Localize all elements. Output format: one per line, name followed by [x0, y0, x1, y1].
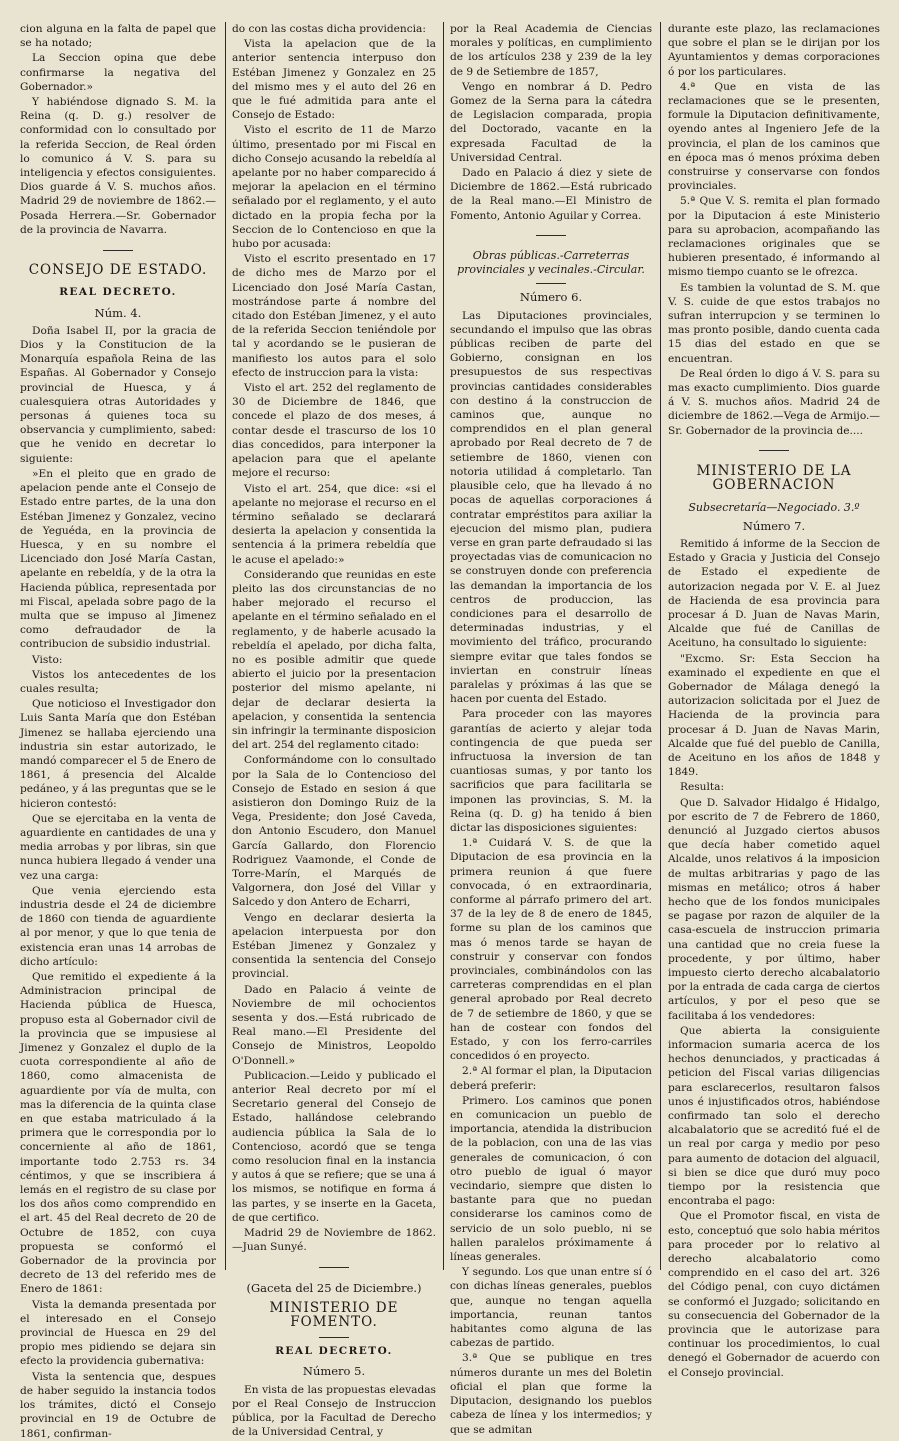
- paragraph: Que abierta la consiguiente informacion sumaria acerca de los hechos denunciados, y practicadas á peticion del Fiscal varias diligencias para esclarecerlos, resultaron falsos unos é injustificados otros, habiéndose confirmado tan solo el derecho alcabalatorio que se acreditó fué el de un real por carga y medio por peso para aumento de dotacion del alguacil, si bien se dice que duró muy poco tiempo por la resistencia que encontraba el pago:: [668, 1024, 880, 1208]
- paragraph: 4.ª Que en vista de las reclamaciones que se le presenten, formule la Diputacion definitivamente, oyendo antes al Ingeniero Jefe de la provincia, el plan de los caminos que en época mas ó menos próxima deben construirse y conservarse con fondos provinciales.: [668, 80, 880, 193]
- paragraph: Vengo en declarar desierta la apelacion interpuesta por don Estéban Jimenez y Gonzalez y consentida la sentencia del Consejo provincial.: [232, 911, 436, 981]
- paragraph: En vista de las propuestas elevadas por el Real Consejo de Instruccion pública, por la Facultad de Derecho de la Universidad Central, y: [232, 1383, 436, 1439]
- paragraph: Vista la sentencia que, despues de haber seguido la instancia todos los trámites, dictó el Consejo provincial en 19 de Octubre de 1861, confirman-: [20, 1370, 216, 1440]
- paragraph: Y segundo. Los que unan entre sí ó con dichas líneas generales, pueblos que, aunque no tengan aquella importancia, reunan tantos habitantes como alguna de las cabezas de partido.: [450, 1266, 652, 1350]
- gaceta-note: (Gaceta del 25 de Diciembre.): [246, 1280, 422, 1295]
- paragraph: Visto el art. 252 del reglamento de 30 de Diciembre de 1846, que concede el plazo de dos meses, á contar desde el trascurso de los 10 dias concedidos, para interponer la apelacion para que el apelante mejore el recurso:: [232, 382, 436, 480]
- column-rule: [660, 22, 661, 1270]
- column-3: [450, 22, 652, 1436]
- short-rule: [536, 283, 566, 284]
- paragraph: Dado en Palacio á diez y siete de Diciembre de 1862.—Está rubricado de la Real mano.—El Ministro de Fomento, Antonio Aguilar y Correa.: [450, 167, 652, 222]
- paragraph: "Excmo. Sr: Esta Seccion ha examinado el expediente en que el Gobernador de Málaga denegó la autorizacion solicitada por el Juez de Hacienda de la provincia para procesar á D. Juan de Navas Marin, Alcalde que fué del pueblo de Canilla, de Aceituno en los años de 1848 y 1849.: [668, 652, 880, 779]
- column-rule: [443, 22, 444, 1270]
- paragraph: 2.ª Al formar el plan, la Diputacion deberá preferir:: [450, 1065, 652, 1092]
- circular-number: Número 6.: [519, 290, 583, 305]
- paragraph: Madrid 29 de Noviembre de 1862.—Juan Sunyé.: [232, 1227, 436, 1254]
- order-number: Número 7.: [742, 518, 806, 533]
- paragraph: La Seccion opina que debe confirmarse la negativa del Gobernador.»: [20, 52, 216, 93]
- paragraph: De Real órden lo digo á V. S. para su mas exacto cumplimiento. Dios guarde á V. S. muchos años. Madrid 24 de diciembre de 1862.—Vega de Armijo.—Sr. Gobernador de la provincia de....: [668, 367, 880, 437]
- paragraph: Remitido á informe de la Seccion de Estado y Gracia y Justicia del Consejo de Estado el expediente de autorizacion negada por V. E. al Juez de Hacienda de esa provincia para procesar á D. Juan de Navas Marin, Alcalde que fué de Canillas de Aceituno, ha consultado lo siguiente:: [668, 537, 880, 650]
- ornament-separator: [450, 229, 652, 243]
- decree-number: Número 5.: [302, 1364, 366, 1379]
- paragraph: Vengo en nombrar á D. Pedro Gomez de la Serna para la cátedra de Legislacion comparada, propia del Doctorado, vacante en la expresada Facultad de la Universidad Central.: [450, 80, 652, 164]
- paragraph: Visto el escrito presentado en 17 de dicho mes de Marzo por el Licenciado don José María Castan, mostrándose parte á nombre del citado don Estéban Jimenez, y el auto de la referida Seccion teniéndole por tal y acordando se le pusieran de manifiesto los autos para el solo efecto de instruccion para la vista:: [232, 253, 436, 379]
- paragraph: Vistos los antecedentes de los cuales resulta;: [20, 668, 216, 695]
- column-2: [232, 22, 436, 1439]
- paragraph: Que noticioso el Investigador don Luis Santa María que don Estéban Jimenez se hallaba ejerciendo una industria sin estar autorizado, le mandó comparecer el 5 de Enero de 1861, á presencia del Alcalde pedáneo, y á las preguntas que se le hicieron contestó:: [20, 698, 216, 810]
- section-subtitle: REAL DECRETO.: [59, 286, 177, 299]
- decree-number: Núm. 4.: [94, 305, 142, 320]
- paragraph: Y habiéndose dignado S. M. la Reina (q. D. g.) resolver de conformidad con lo consultado por la referida Seccion, de Real órden lo comunico á V. S. para su inteligencia y efectos consiguientes. Dios guarde á V. S. muchos años. Madrid 29 de noviembre de 1862.—Posada Herrera.—Sr. Gobernador de la provincia de Navarra.: [20, 96, 216, 236]
- column-4: [668, 22, 880, 1379]
- paragraph: Que venia ejerciendo esta industria desde el 24 de diciembre de 1860 con tienda de aguardiente al por menor, y que lo que tenia de existencia eran unas 14 arrobas de dicho artículo:: [20, 884, 216, 968]
- paragraph: do con las costas dicha providencia:: [232, 23, 426, 35]
- paragraph: Que el Promotor fiscal, en vista de esto, conceptuó que solo habia méritos para proceder por lo relativo al derecho alcabalatorio como comprendido en el caso del art. 326 del Código penal, con cuyo dictámen se conformó el Juzgado; solicitando en su consecuencia del Gobernador de la provincia que le autorizase para continuar los procedimientos, lo cual denegó el Gobernador de acuerdo con el Consejo provincial.: [668, 1210, 880, 1379]
- paragraph: Vista la apelacion que de la anterior sentencia interpuso don Estéban Jimenez y Gonzalez en 25 del mismo mes y el auto del 26 en que le fué admitida para ante el Consejo de Estado:: [232, 38, 436, 122]
- paragraph: »En el pleito que en grado de apelacion pende ante el Consejo de Estado entre partes, de la una don Estéban Jimenez y Gonzalez, vecino de Yeguéda, en la provincia de Huesca, y en su nombre el Licenciado don José María Castan, apelante en rebeldía, y de la otra la Hacienda pública, representada por mi Fiscal, apelada sobre pago de la multa que se impuso al Jimenez como defraudador de la contribucion de subsidio industrial.: [20, 467, 216, 651]
- short-rule: [319, 1337, 349, 1338]
- column-1: [20, 22, 216, 1440]
- paragraph: Publicacion.—Leido y publicado el anterior Real decreto por mí el Secretario general del Consejo de Estado, hallándose celebrando audiencia pública la Sala de lo Contencioso, acordó que se tenga como resolucion final en la instancia y autos á que se refiere; que se una á los mismos, se notifique en forma á las partes, y se inserte en la Gaceta, de que certifico.: [232, 1069, 436, 1224]
- paragraph: 3.ª Que se publique en tres números durante un mes del Boletin oficial el plan que forme la Diputacion, designando los pueblos cabeza de línea y los intermedios; y que se admitan: [450, 1352, 652, 1436]
- section-title: CONSEJO DE ESTADO.: [28, 262, 208, 279]
- paragraph: Primero. Los caminos que ponen en comunicacion un pueblo de importancia, atendida la distribucion de la poblacion, con una de las vias generales de comunicacion, ó con otro pueblo de igual ó mayor vecindario, siempre que disten lo bastante para que no puedan considerarse los caminos como de servicio de un solo pueblo, ni se hallen paralelos próximamente á líneas generales.: [450, 1094, 652, 1264]
- paragraph: Considerando que reunidas en este pleito las dos circunstancias de no haber mejorado el recurso el apelante en el término señalado en el reglamento, y de haberle acusado la rebeldía el apelado, por dicha falta, no es posible admitir que quede abierto el juicio por la presentacion posterior del mismo apelante, ni dejar de declarar desierta la apelacion, y consentida la sentencia sin infringir la terminante disposicion del art. 254 del reglamento citado:: [232, 568, 436, 752]
- paragraph: Visto el art. 254, que dice: «si el apelante no mejorase el recurso en el término señalado se declarará desierta la apelacion y consentida la sentencia á la primera rebeldía que le acuse el apelado:»: [232, 482, 436, 566]
- ornament-separator: [668, 444, 880, 458]
- paragraph: Es tambien la voluntad de S. M. que V. S. cuide de que estos trabajos no sufran interrupcion y se terminen lo mas pronto posible, dando cuenta cada 15 dias del estado en que se encuentran.: [668, 281, 880, 365]
- section-subtitle: REAL DECRETO.: [275, 1345, 393, 1358]
- paragraph: Las Diputaciones provinciales, secundando el impulso que las obras públicas reciben de parte del Gobierno, consignan en los presupuestos de sus respectivas provincias cantidades considerables con destino á la construccion de caminos que, aunque no comprendidos en el plan general aprobado por Real decreto de 7 de setiembre de 1860, vienen con notoria utilidad á completarlo. Tan plausible celo, que ha llevado á no pocas de aquellas corporaciones á contratar empréstitos para axiliar la ejecucion del mismo plan, pudiera verse en gran parte defraudado si las proyectadas vias de comunicacion no se construyen donde con preferencia las demandan la importancia de los centros de produccion, las condiciones para el desarrollo de determinadas industrias, y el movimiento del tráfico, procurando siempre evitar que tales fondos se inviertan en construir líneas paralelas y próximas á las que se hacen por cuenta del Estado.: [450, 309, 652, 706]
- paragraph: Vista la demanda presentada por el interesado en el Consejo provincial de Huesca en 29 del propio mes pidiendo se dejara sin efecto la providencia gubernativa:: [20, 1298, 216, 1368]
- paragraph: Que remitido el expediente á la Administracion principal de Hacienda pública de Huesca, propuso esta al Gobernador civil de la provincia que se impusiese al Jimenez y Gonzalez el duplo de la cuota correspondiente al año de 1860, como almacenista de aguardiente por vía de multa, con mas la diferencia de la quinta clase en que estaba matriculado á la primera que le correspondia por lo concerniente al año de 1861, importante todo 2.753 rs. 34 céntimos, y que se inscribiera á lemás en el registro de su clase por los dos años como comprendido en el art. 45 del Real decreto de 20 de Octubre de 1852, con cuya propuesta se conformó el Gobernador de la provincia por decreto de 13 del referido mes de Enero de 1861:: [20, 971, 216, 1296]
- column-rule: [225, 22, 226, 1270]
- paragraph: cion alguna en la falta de papel que se ha notado;: [20, 23, 216, 50]
- section-subtitle: Subsecretaría—Negociado. 3.º: [688, 500, 860, 514]
- paragraph: Que D. Salvador Hidalgo é Hidalgo, por escrito de 7 de Febrero de 1860, denunció al Juzgado ciertos abusos que decía haber cometido aquel Alcalde, unos relativos á la imposicion de multas arbitrarias y pago de las mismas en metálico; otros á haber hecho que de los fondos municipales se pagase por razon de alquiler de la casa-escuela de instruccion primaria una cantidad que no creia fuese la procedente, y por último, haber impuesto cierto derecho alcabalatorio por la entrada de cada carga de ciertos artículos, y por el peso que se facilitaba á los vendedores:: [668, 796, 880, 1022]
- paragraph: 1.ª Cuidará V. S. de que la Diputacion de esa provincia en la primera reunion á que fuere convocada, ó en extraordinaria, conforme al párrafo primero del art. 37 de la ley de 8 de enero de 1845, forme su plan de los caminos que mas ó menos tarde se hayan de construir y conservar con fondos provinciales, combinándolos con las carreteras comprendidas en el plan general aprobado por Real decreto de 7 de setiembre de 1860, y que se han de costear con fondos del Estado, y con los ferro-carriles concedidos ó en proyecto.: [450, 837, 652, 1063]
- section-title: MINISTERIO DE FOMENTO.: [269, 1299, 399, 1331]
- ornament-separator: [232, 1260, 436, 1274]
- paragraph: Visto:: [32, 653, 63, 666]
- paragraph: 5.ª Que V. S. remita el plan formado por la Diputacion á este Ministerio para su aprobacion, acompañando las reclamaciones originales que se hubieren presentado, é informando al mismo tiempo cuanto se le ofrezca.: [668, 195, 880, 279]
- paragraph: Visto el escrito de 11 de Marzo último, presentado por mi Fiscal en dicho Consejo acusando la rebeldía al apelante por no haber comparecido á mejorar la apelacion en el término señalado por el reglamento, y el auto dictado en la propia fecha por la Seccion de lo Contencioso en que la hubo por acusada:: [232, 124, 436, 251]
- section-title: MINISTERIO DE LA GOBERNACION: [696, 463, 852, 494]
- paragraph: Para proceder con las mayores garantías de acierto y alejar toda contingencia de que pueda ser infructuosa la inversion de tan cuantiosas sumas, y por tanto los sacrificios que para facilitarla se imponen las provincias, S. M. la Reina (q. D. g) ha tenido á bien dictar las disposiciones siguientes:: [450, 708, 652, 834]
- paragraph: Resulta:: [680, 781, 725, 794]
- ornament-separator: [20, 243, 216, 257]
- paragraph: Dado en Palacio á veinte de Noviembre de mil ochocientos sesenta y dos.—Está rubricado de Real mano.—El Presidente del Consejo de Ministros, Leopoldo O'Donnell.»: [232, 983, 436, 1067]
- paragraph: Doña Isabel II, por la gracia de Dios y la Constitucion de la Monarquía española Reina de las Españas. Al Gobernador y Consejo provincial de Huesca, y á cualesquiera otras Autoridades y personas á quienes toca su observancia y cumplimiento, sabed: que he venido en decretar lo siguiente:: [20, 324, 216, 465]
- paragraph: Conformándome con lo consultado por la Sala de lo Contencioso del Consejo de Estado en sesion á que asistieron don Domingo Ruiz de la Vega, Presidente; don José Caveda, don Antonio Escudero, don Manuel García Gallardo, don Florencio Rodriguez Vaamonde, el Conde de Torre-Marín, el Marqués de Valgornera, don José del Villar y Salcedo y don Antero de Echarri,: [232, 754, 436, 909]
- paragraph: durante este plazo, las reclamaciones que sobre el plan se le dirijan por los Ayuntamientos y demas corporaciones ó por los particulares.: [668, 23, 880, 78]
- section-title: Obras públicas.-Carreterras provinciales y vecinales.-Circular.: [457, 249, 645, 277]
- paragraph: por la Real Academia de Ciencias morales y políticas, en cumplimiento de los artículos 238 y 239 de la ley de 9 de Setiembre de 1857,: [450, 23, 652, 78]
- paragraph: Que se ejercitaba en la venta de aguardiente en cantidades de una y media arrobas y por libras, sin que nunca hubiera llegado á vender una vez una carga:: [20, 812, 216, 882]
